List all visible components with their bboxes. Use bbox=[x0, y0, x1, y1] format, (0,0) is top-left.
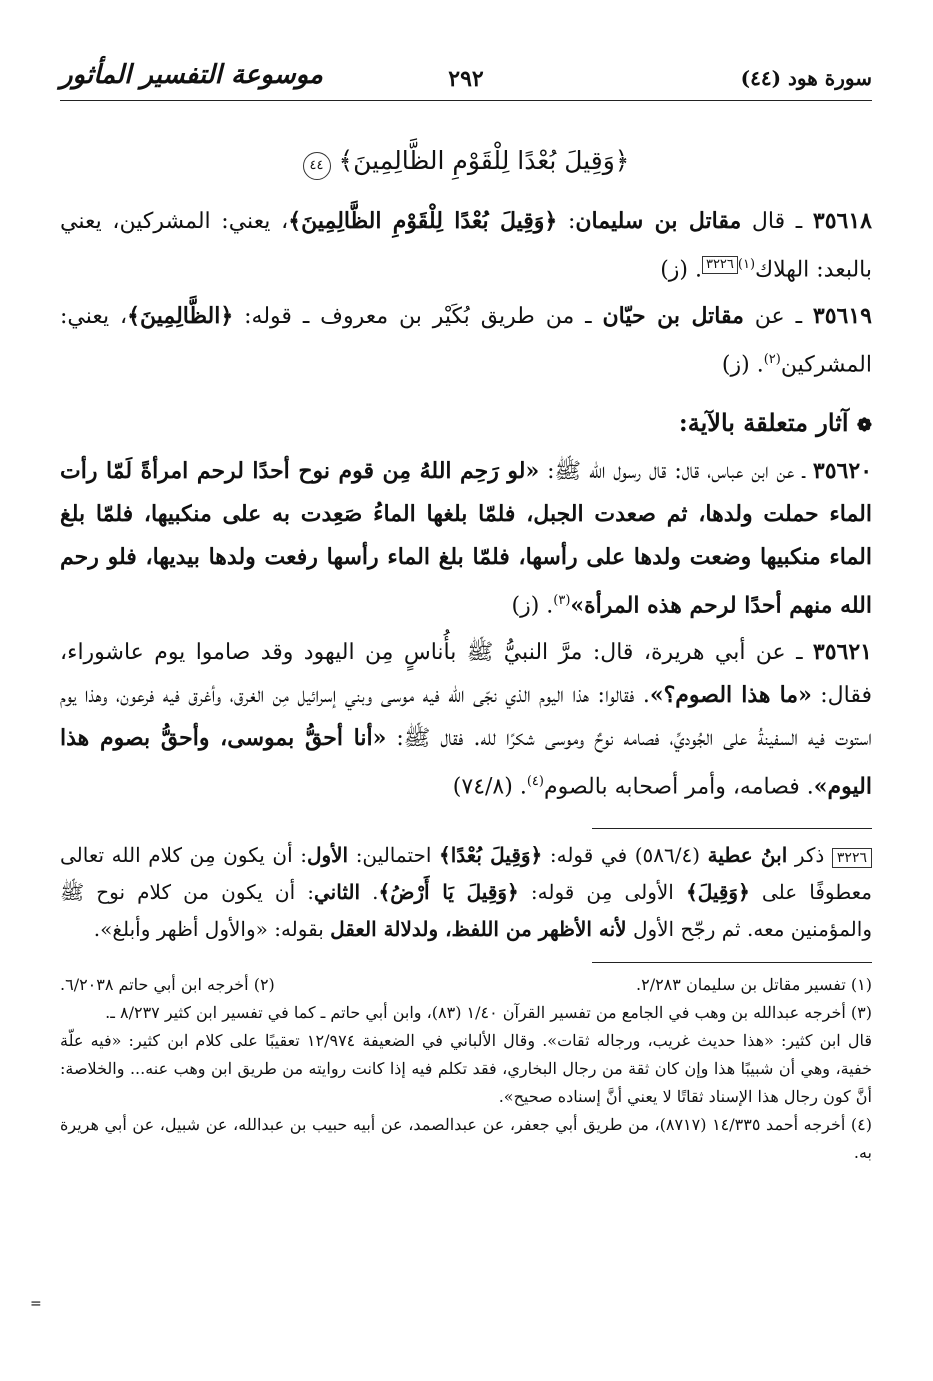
entry-tail: . (ز) bbox=[511, 592, 554, 618]
entry-number: ٣٥٦٢٠ bbox=[812, 457, 873, 484]
section-title-text: آثار متعلقة بالآية: bbox=[678, 407, 849, 437]
quran-quote: ﴿وَقِيلَ بُعْدًا لِلْقَوْمِ الظَّالِمِينَ﴾ bbox=[288, 208, 558, 234]
section-title bbox=[60, 401, 872, 448]
quran-quote: ﴿وَقِيلَ يَا أَرْضُ﴾ bbox=[378, 880, 519, 905]
divider bbox=[592, 828, 872, 829]
entry-number: ٣٥٦٢١ bbox=[812, 638, 872, 665]
note-text: بقوله: «والأول أظهر وأبلغ». bbox=[93, 917, 331, 942]
quran-quote: ﴿وَقِيلَ﴾ bbox=[685, 880, 750, 905]
footnote-ref[interactable]: (٤) bbox=[526, 773, 544, 789]
ayah-number: ٤٤ bbox=[303, 152, 331, 180]
divider bbox=[592, 962, 872, 963]
athar-35620 bbox=[60, 450, 872, 627]
note-bold: ابنُ عطية bbox=[707, 843, 788, 868]
narrator-name: مقاتل بن سليمان bbox=[575, 208, 742, 234]
note-bold: الثاني bbox=[313, 880, 360, 905]
page bbox=[60, 60, 872, 1167]
commentary-note bbox=[60, 837, 872, 948]
footnote-1: (١) تفسير مقاتل بن سليمان ٢/٢٨٣. bbox=[636, 975, 872, 995]
entry-number: ٣٥٦١٨ bbox=[812, 208, 872, 234]
note-text: ذكر bbox=[787, 843, 832, 868]
entry-35619 bbox=[60, 295, 872, 386]
verse-heading bbox=[60, 146, 872, 180]
footnote-ref[interactable]: (٢) bbox=[763, 352, 781, 368]
entry-text: ـ من طريق بُكَيْر بن معروف ـ قوله: bbox=[233, 304, 603, 330]
entry-tail: . (ز) bbox=[721, 352, 764, 378]
entry-text: ـ عن ابن عباس، قال: قال رسول الله ﷺ: bbox=[539, 458, 813, 484]
entry-tail: . (ز) bbox=[660, 257, 702, 283]
note-bold: لأنه الأظهر من اللفظ، ولدلالة العقل bbox=[330, 917, 627, 942]
note-text: الأولى مِن قوله: bbox=[518, 880, 686, 905]
footnotes bbox=[60, 971, 872, 1167]
athar-35621 bbox=[60, 631, 872, 808]
quran-quote: ﴿الظَّالِمِينَ﴾ bbox=[127, 303, 234, 330]
entry-tail: . (٧٤/٨) bbox=[452, 774, 527, 800]
footnote-4: (٤) أخرجه أحمد ١٤/٣٣٥ (٨٧١٧)، من طريق أبي جعفر، عن عبدالصمد، عن أبيه حبيب بن عبدالله، عن شبيل، عن أبي هريرة به. bbox=[60, 1115, 872, 1163]
hadith-text: «ما هذا الصوم؟» bbox=[649, 681, 812, 708]
footnote-ref[interactable]: (٣) bbox=[553, 592, 571, 608]
quran-quote: ﴿وَقِيلَ بُعْدًا﴾ bbox=[438, 843, 543, 868]
hadith-text: «أنا أحقُّ بموسى، وأحقُّ بصوم هذا اليوم» bbox=[60, 724, 872, 800]
note-text: (٥٨٦/٤) في قوله: bbox=[542, 843, 708, 868]
surah-name: سورة هود (٤٤) bbox=[740, 66, 872, 90]
note-text: : أن يكون من كلام نوح ﷺ والمؤمنين معه. ثم رجّح الأول bbox=[60, 880, 872, 942]
note-bold: الأول bbox=[306, 843, 349, 868]
verse-text: ﴿وَقِيلَ بُعْدًا لِلْقَوْمِ الظَّالِمِينَ﴾ bbox=[338, 146, 630, 175]
commentary-ref[interactable]: ٣٢٢٦ bbox=[702, 256, 738, 274]
book-title: موسوعة التفسير المأثور bbox=[60, 60, 323, 90]
hadith-text: «لو رَحِم اللهُ مِن قوم نوح أحدًا لرحم امرأةً لَمّا رأت الماء حملت ولدها، ثم صعدت الجبل، فلمّا بلغها الماءُ صَعِدت به على منكبيها، فلمّا بلغ الماء منكبيها وضعت ولدها على رأسها، فلمّا بلغ الماء رأسها رفعت ولدها بيديها، فلو رحم الله منهم أحدًا لرحم هذه المرأة» bbox=[60, 457, 872, 618]
footnote-ref[interactable]: (١) bbox=[737, 257, 756, 272]
footnote-3: (٣) أخرجه عبدالله بن وهب في الجامع من تفسير القرآن ١/٤٠ (٨٣)، وابن أبي حاتم ـ كما في تفسير ابن كثير ٨/٢٣٧ ـ. bbox=[105, 1003, 872, 1023]
page-header bbox=[60, 60, 872, 101]
note-text: . bbox=[360, 880, 379, 905]
footnote-2: (٢) أخرجه ابن أبي حاتم ٦/٢٠٣٨. bbox=[60, 975, 275, 995]
entry-text: ـ عن bbox=[743, 304, 813, 330]
margin-mark: = bbox=[30, 1296, 42, 1312]
entry-text: ـ عن أبي هريرة، قال: مرَّ النبيُّ ﷺ بأُناسٍ مِن اليهود وقد صاموا يوم عاشوراء، فقال: bbox=[60, 639, 873, 708]
entry-text: . فقالوا: هذا اليوم الذي نجّى الله فيه موسى وبني إسرائيل مِن الغرق، وأغرق فيه فرعون، وهذا يوم استوت فيه السفينةُ على الجُوديِّ، فصامه نوحٌ وموسى شكرًا لله. فقال ﷺ: bbox=[60, 682, 872, 751]
footnote-row bbox=[60, 971, 872, 999]
entry-text: : bbox=[557, 209, 576, 234]
page-number: ٢٩٢ bbox=[440, 66, 491, 92]
note-text: : أن يكون مِن كلام الله تعالى معطوفًا على bbox=[60, 843, 872, 905]
entry-text: ، يعني: المشركين، يعني بالبعد: الهلاك bbox=[60, 209, 872, 283]
entry-text: ـ قال bbox=[741, 209, 813, 234]
flower-icon: ❁ bbox=[856, 414, 872, 436]
narrator-name: مقاتل بن حيّان bbox=[602, 303, 744, 330]
footnote-3-comment: قال ابن كثير: «هذا حديث غريب، ورجاله ثقات». وقال الألباني في الضعيفة ١٢/٩٧٤ تعقيبًا على كلام ابن كثير: «فيه علّة خفية، وهي أن شبيبًا هذا وإن كان ثقة من رجال البخاري، فقد تكلم فيه إذا كانت روايته من طريق ابن وهب عنه... والخلاصة: أنَّ كون رجال هذا الإسناد ثقاتًا لا يعني أنَّ إسناده صحيح». bbox=[60, 1031, 873, 1107]
entry-text: . فصامه، وأمر أصحابه بالصوم bbox=[543, 774, 814, 800]
note-text: احتمالين: bbox=[348, 843, 439, 868]
entry-text: ، يعني: المشركين bbox=[60, 304, 872, 378]
entry-35618 bbox=[60, 200, 872, 291]
commentary-label: ٣٢٢٦ bbox=[832, 848, 872, 868]
entry-number: ٣٥٦١٩ bbox=[812, 303, 872, 330]
